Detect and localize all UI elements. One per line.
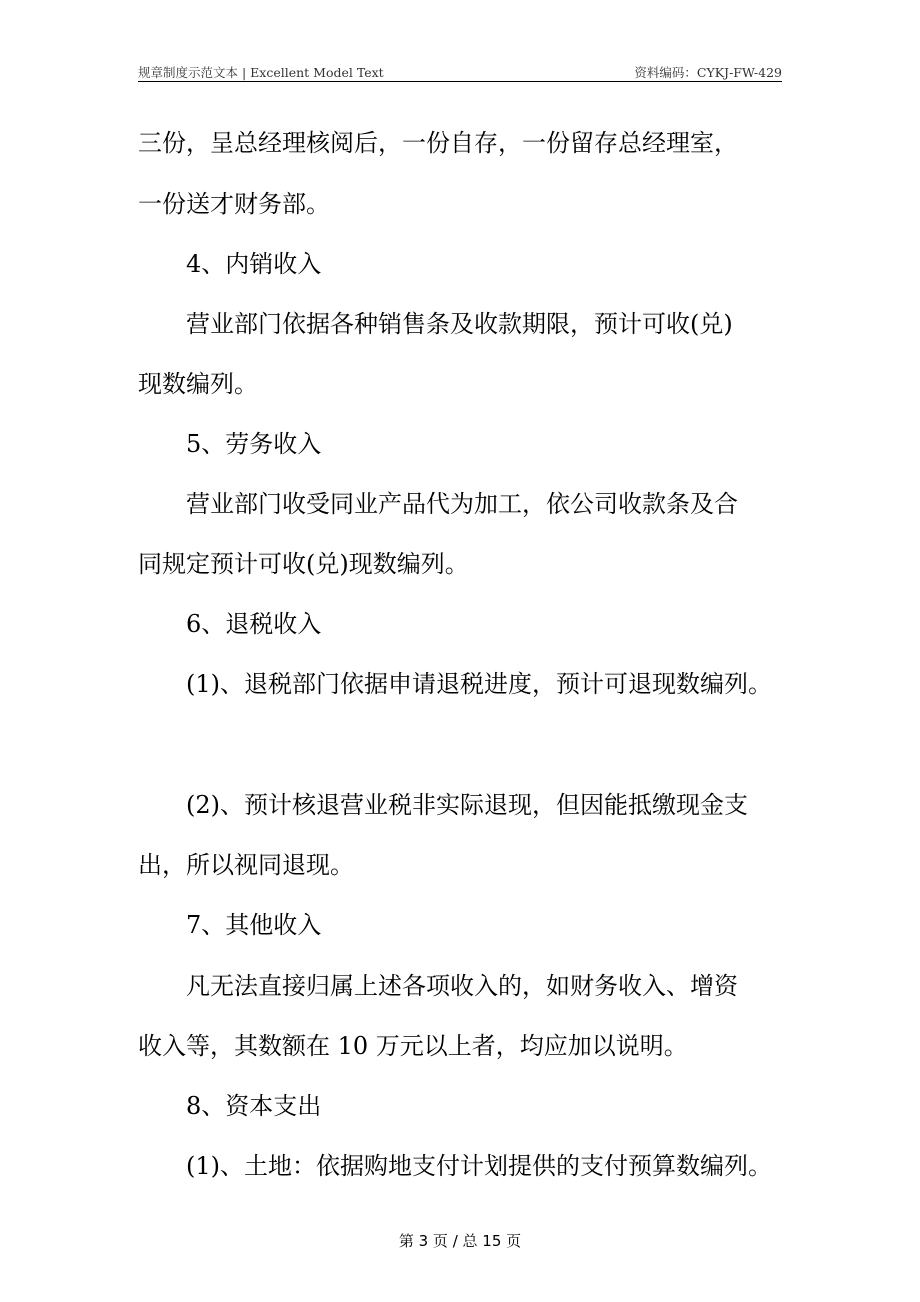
paragraph-line: 出，所以视同退现。 — [138, 851, 354, 879]
section-heading-4: 4、内销收入 — [186, 250, 322, 278]
page-number: 第 3 页 / 总 15 页 — [398, 1232, 522, 1250]
header-divider — [138, 81, 782, 82]
section-heading-6: 6、退税收入 — [186, 610, 322, 638]
paragraph-line: 现数编列。 — [138, 370, 258, 398]
header-doc-type: 规章制度示范文本 | Excellent Model Text — [138, 65, 384, 80]
header-doc-code: 资料编码：CYKJ-FW-429 — [634, 65, 782, 80]
paragraph-line: 三份，呈总经理核阅后，一份自存，一份留存总经理室， — [138, 129, 738, 157]
section-heading-7: 7、其他收入 — [186, 911, 322, 939]
paragraph-line: 收入等，其数额在 10 万元以上者，均应加以说明。 — [138, 1032, 688, 1060]
paragraph-line: 同规定预计可收(兑)现数编列。 — [138, 550, 469, 578]
paragraph-line: 凡无法直接归属上述各项收入的，如财务收入、增资 — [186, 972, 738, 1000]
paragraph-line: 一份送才财务部。 — [138, 190, 330, 218]
paragraph-line: (1)、土地：依据购地支付计划提供的支付预算数编列。 — [186, 1152, 772, 1180]
paragraph-line: 营业部门收受同业产品代为加工，依公司收款条及合 — [186, 490, 738, 518]
paragraph-line: (1)、退税部门依据申请退税进度，预计可退现数编列。 — [186, 670, 772, 698]
section-heading-8: 8、资本支出 — [186, 1092, 322, 1120]
paragraph-line: (2)、预计核退营业税非实际退现，但因能抵缴现金支 — [186, 791, 748, 819]
section-heading-5: 5、劳务收入 — [186, 430, 322, 458]
paragraph-line: 营业部门依据各种销售条及收款期限，预计可收(兑) — [186, 310, 733, 338]
page-header — [138, 62, 782, 82]
